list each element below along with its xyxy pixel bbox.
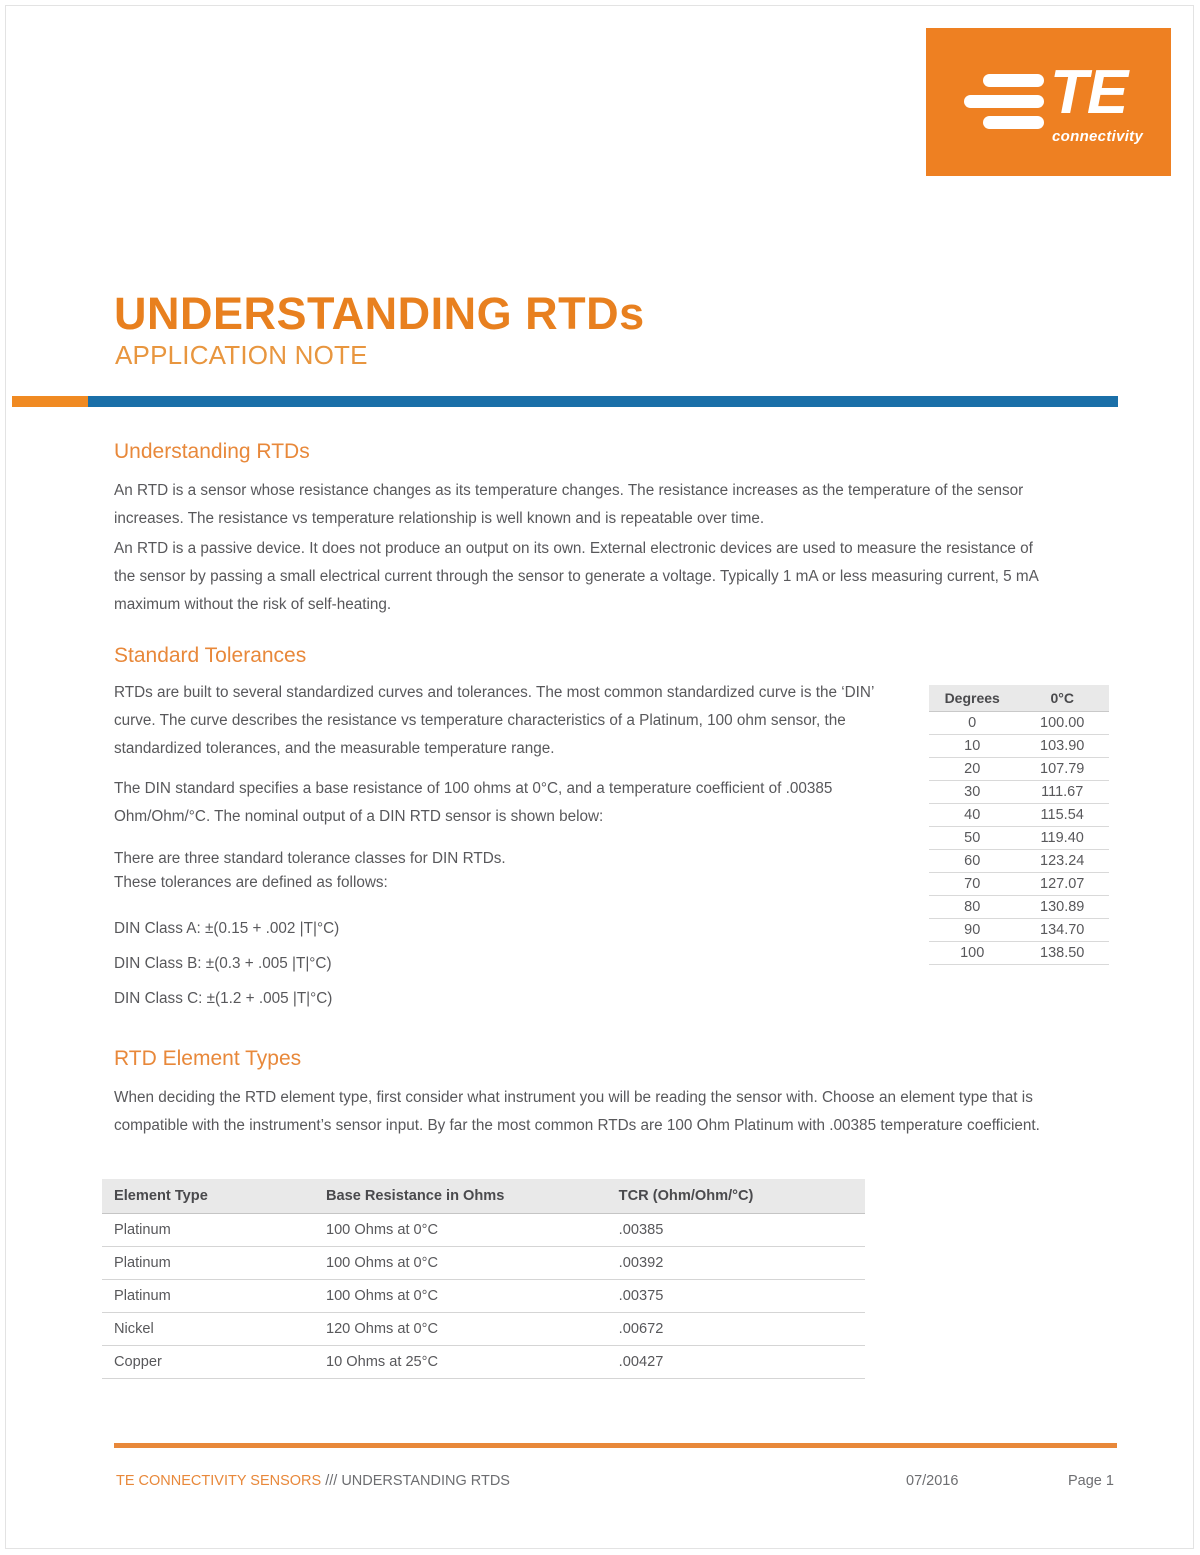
paragraph-understanding-1: An RTD is a sensor whose resistance changes as its temperature changes. The resistance increases as the temperature of the sensor increases. The resistance vs temperature relationship is well known and is repeatable over time.	[114, 482, 1024, 527]
din-cell-resistance: 127.07	[1015, 873, 1109, 896]
element-cell-type: Platinum	[102, 1214, 314, 1247]
table-row	[102, 1247, 865, 1280]
page-title: UNDERSTANDING RTDs	[114, 288, 645, 339]
footer-date: 07/2016	[906, 1473, 959, 1489]
te-connectivity-logo	[926, 28, 1171, 176]
table-row	[102, 1280, 865, 1313]
din-table-header-degrees: Degrees	[929, 685, 1015, 712]
din-cell-resistance: 111.67	[1015, 781, 1109, 804]
din-cell-resistance: 130.89	[1015, 896, 1109, 919]
din-cell-degrees: 10	[929, 735, 1015, 758]
element-table-header-element-type: Element Type	[102, 1179, 314, 1214]
table-row	[929, 712, 1109, 735]
din-resistance-table	[929, 685, 1109, 965]
table-row	[929, 873, 1109, 896]
section-heading-understanding-rtds: Understanding RTDs	[114, 440, 310, 463]
din-cell-degrees: 100	[929, 942, 1015, 965]
din-cell-degrees: 30	[929, 781, 1015, 804]
din-cell-degrees: 50	[929, 827, 1015, 850]
element-cell-type: Copper	[102, 1346, 314, 1379]
footer-divider	[114, 1443, 1117, 1448]
table-row	[102, 1313, 865, 1346]
element-cell-tcr: .00385	[607, 1214, 865, 1247]
paragraph-tolerances-4: These tolerances are defined as follows:	[114, 874, 388, 891]
footer-breadcrumb	[116, 1474, 510, 1489]
divider-orange-segment	[12, 396, 88, 407]
paragraph-element-types-1: When deciding the RTD element type, first consider what instrument you will be reading the sensor with. Choose an element type that is compatible with the instrument’s sensor input. By far the most common RTDs are 100 Ohm Platinum with .00385 temperature coefficient.	[114, 1089, 1040, 1134]
din-cell-degrees: 70	[929, 873, 1015, 896]
din-class-b: DIN Class B: ±(0.3 + .005 |T|°C)	[114, 955, 332, 972]
paragraph-tolerances-2: The DIN standard specifies a base resistance of 100 ohms at 0°C, and a temperature coefficient of .00385 Ohm/Ohm/°C. The nominal output of a DIN RTD sensor is shown below:	[114, 780, 833, 825]
element-cell-type: Nickel	[102, 1313, 314, 1346]
document-page	[5, 5, 1194, 1549]
element-cell-base-resistance: 120 Ohms at 0°C	[314, 1313, 607, 1346]
element-table-header-tcr: TCR (Ohm/Ohm/°C)	[607, 1179, 865, 1214]
element-table-header-row	[102, 1179, 865, 1214]
element-cell-type: Platinum	[102, 1247, 314, 1280]
din-cell-resistance: 107.79	[1015, 758, 1109, 781]
din-cell-degrees: 80	[929, 896, 1015, 919]
paragraph-tolerances-3: There are three standard tolerance classes for DIN RTDs.	[114, 850, 506, 867]
header-divider	[12, 396, 1118, 407]
table-row	[929, 919, 1109, 942]
footer-brand-label: TE CONNECTIVITY SENSORS	[116, 1473, 322, 1489]
din-cell-resistance: 103.90	[1015, 735, 1109, 758]
logo-wordmark: TE	[1050, 58, 1128, 127]
element-cell-tcr: .00427	[607, 1346, 865, 1379]
element-cell-tcr: .00375	[607, 1280, 865, 1313]
table-row	[102, 1214, 865, 1247]
din-cell-degrees: 0	[929, 712, 1015, 735]
element-cell-base-resistance: 100 Ohms at 0°C	[314, 1280, 607, 1313]
din-cell-resistance: 119.40	[1015, 827, 1109, 850]
din-class-c: DIN Class C: ±(1.2 + .005 |T|°C)	[114, 990, 333, 1007]
te-bars-icon	[964, 74, 1044, 132]
din-cell-resistance: 134.70	[1015, 919, 1109, 942]
table-row	[929, 804, 1109, 827]
logo-inner	[964, 58, 1144, 146]
din-cell-resistance: 100.00	[1015, 712, 1109, 735]
table-row	[929, 758, 1109, 781]
din-class-a: DIN Class A: ±(0.15 + .002 |T|°C)	[114, 920, 340, 937]
din-table-header-zero-c: 0°C	[1015, 685, 1109, 712]
logo-tagline: connectivity	[1052, 128, 1144, 145]
section-heading-standard-tolerances: Standard Tolerances	[114, 644, 307, 667]
footer-doc-label: /// UNDERSTANDING RTDS	[321, 1473, 510, 1489]
footer-page-number: Page 1	[1068, 1473, 1114, 1489]
table-row	[929, 942, 1109, 965]
din-cell-degrees: 90	[929, 919, 1015, 942]
element-cell-base-resistance: 100 Ohms at 0°C	[314, 1214, 607, 1247]
din-cell-resistance: 123.24	[1015, 850, 1109, 873]
element-cell-tcr: .00392	[607, 1247, 865, 1280]
element-cell-base-resistance: 100 Ohms at 0°C	[314, 1247, 607, 1280]
table-row	[929, 781, 1109, 804]
din-cell-degrees: 60	[929, 850, 1015, 873]
element-table-header-base-resistance: Base Resistance in Ohms	[314, 1179, 607, 1214]
element-cell-tcr: .00672	[607, 1313, 865, 1346]
rtd-element-types-table	[102, 1179, 865, 1379]
table-row	[102, 1346, 865, 1379]
table-row	[929, 827, 1109, 850]
din-cell-degrees: 20	[929, 758, 1015, 781]
table-row	[929, 850, 1109, 873]
element-cell-type: Platinum	[102, 1280, 314, 1313]
paragraph-tolerances-1: RTDs are built to several standardized curves and tolerances. The most common standardized curve is the ‘DIN’ curve. The curve describes the resistance vs temperature characteristics of a Platinum, 100 ohm sensor, the standardized tolerances, and the measurable temperature range.	[114, 684, 874, 757]
section-heading-rtd-element-types: RTD Element Types	[114, 1047, 302, 1070]
element-cell-base-resistance: 10 Ohms at 25°C	[314, 1346, 607, 1379]
table-row	[929, 896, 1109, 919]
paragraph-understanding-2: An RTD is a passive device. It does not produce an output on its own. External electronic devices are used to measure the resistance of the sensor by passing a small electrical current through the sensor to generate a voltage. Typically 1 mA or less measuring current, 5 mA maximum without the risk of self-heating.	[114, 540, 1038, 613]
din-table-header-row	[929, 685, 1109, 712]
din-cell-resistance: 138.50	[1015, 942, 1109, 965]
din-cell-resistance: 115.54	[1015, 804, 1109, 827]
table-row	[929, 735, 1109, 758]
divider-blue-segment	[88, 396, 1118, 407]
din-cell-degrees: 40	[929, 804, 1015, 827]
page-subtitle: APPLICATION NOTE	[115, 340, 368, 370]
